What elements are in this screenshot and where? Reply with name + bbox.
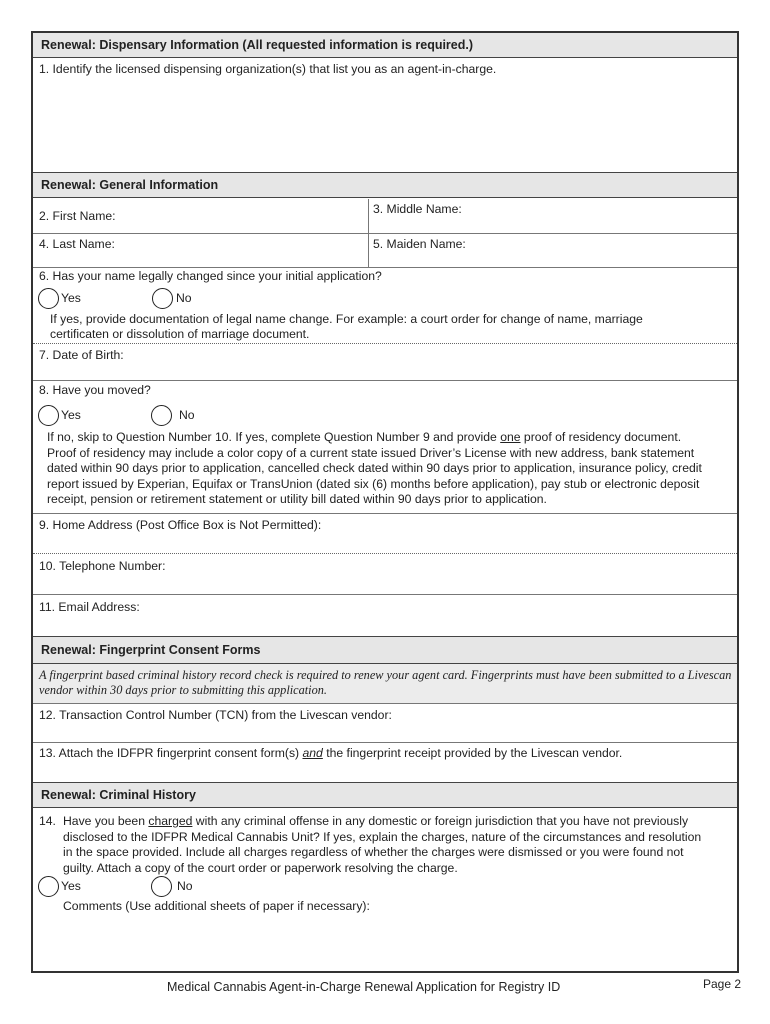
first-name-field[interactable]	[33, 199, 368, 233]
maiden-name-label: 5. Maiden Name:	[373, 237, 466, 251]
divider	[33, 267, 737, 268]
q8-note-line: receipt, pension or retirement statement or utility bill dated within 90 days prior to application.	[47, 492, 547, 506]
section-title: Renewal: Fingerprint Consent Forms	[41, 643, 261, 657]
email-field[interactable]	[33, 595, 737, 636]
fingerprint-note-line: A fingerprint based criminal history record check is required to renew your agent card. Fingerprints must have been submitted to a Livescan	[39, 668, 732, 682]
question-13-label: 13. Attach the IDFPR fingerprint consent form(s) and the fingerprint receipt provided by the Livescan vendor.	[39, 746, 623, 760]
question-6-label: 6. Has your name legally changed since your initial application?	[39, 269, 382, 283]
divider	[33, 380, 737, 381]
section-header-criminal	[33, 782, 737, 808]
q8-note-line: Proof of residency may include a color copy of a current state issued Driver’s License with new address, bank statement	[47, 446, 695, 460]
q14-yes-radio[interactable]	[38, 876, 59, 897]
middle-name-label: 3. Middle Name:	[373, 202, 462, 216]
section-title: Renewal: General Information	[41, 178, 219, 192]
q14-text-line: guilty. Attach a copy of the court order or paperwork resolving the charge.	[63, 861, 458, 875]
q8-note-line: report issued by Experian, Equifax or TransUnion (dated six (6) months before application), pay stub or electronic deposit	[47, 477, 700, 491]
application-form	[31, 31, 739, 973]
last-name-label: 4. Last Name:	[39, 237, 115, 251]
maiden-name-field[interactable]	[369, 234, 737, 267]
q14-text-line: disclosed to the IDFPR Medical Cannabis Unit? If yes, explain the charges, nature of the circumstances and resolution	[63, 830, 702, 844]
divider	[33, 742, 737, 743]
q14-no-label: No	[177, 879, 193, 893]
last-name-field[interactable]	[33, 234, 368, 267]
tcn-label: 12. Transaction Control Number (TCN) from the Livescan vendor:	[39, 708, 392, 722]
section-header-dispensary	[33, 33, 737, 58]
tcn-field[interactable]	[33, 704, 737, 742]
email-label: 11. Email Address:	[39, 600, 140, 614]
question-14-number: 14.	[39, 814, 56, 828]
q6-note-line: certificaten or dissolution of marriage document.	[50, 327, 310, 341]
telephone-field[interactable]	[33, 554, 737, 594]
question-1-label: 1. Identify the licensed dispensing organization(s) that list you as an agent-in-charge.	[39, 62, 497, 76]
question-8-label: 8. Have you moved?	[39, 383, 151, 397]
comments-label: Comments (Use additional sheets of paper if necessary):	[63, 899, 370, 913]
fingerprint-note-line: vendor within 30 days prior to submitting this application.	[39, 683, 327, 697]
q8-note-line: If no, skip to Question Number 10. If yes, complete Question Number 9 and provide one proof of residency document.	[47, 430, 682, 444]
q14-no-radio[interactable]	[151, 876, 172, 897]
section-header-general	[33, 172, 737, 198]
q6-no-label: No	[176, 291, 192, 305]
home-address-field[interactable]	[33, 514, 737, 553]
telephone-label: 10. Telephone Number:	[39, 559, 166, 573]
page-number: Page 2	[703, 977, 742, 991]
q14-text-line: Have you been charged with any criminal offense in any domestic or foreign jurisdiction that you have not previously	[63, 814, 689, 828]
q8-no-label: No	[179, 408, 195, 422]
date-of-birth-label: 7. Date of Birth:	[39, 348, 124, 362]
q6-note-line: If yes, provide documentation of legal name change. For example: a court order for change of name, marriage	[50, 312, 643, 326]
section-title: Renewal: Criminal History	[41, 788, 196, 802]
comments-field[interactable]	[33, 917, 737, 971]
q8-yes-radio[interactable]	[38, 405, 59, 426]
q14-yes-label: Yes	[61, 879, 81, 893]
first-name-label: 2. First Name:	[39, 209, 116, 223]
q6-yes-radio[interactable]	[38, 288, 59, 309]
fingerprint-note	[33, 664, 737, 703]
home-address-label: 9. Home Address (Post Office Box is Not Permitted):	[39, 518, 322, 532]
q14-text-line: in the space provided. Include all charges regardless of whether the charges were dismissed or you were found not	[63, 845, 684, 859]
q8-yes-label: Yes	[61, 408, 81, 422]
section-title: Renewal: Dispensary Information (All requested information is required.)	[41, 38, 474, 52]
section-header-fingerprint	[33, 636, 737, 664]
dispensing-organizations-field[interactable]	[33, 81, 737, 171]
date-of-birth-field[interactable]	[33, 344, 737, 380]
q8-note-line: dated within 90 days prior to application, cancelled check dated within 90 days prior to application, insurance policy, credit	[47, 461, 702, 475]
q6-yes-label: Yes	[61, 291, 81, 305]
q8-no-radio[interactable]	[151, 405, 172, 426]
footer-title: Medical Cannabis Agent-in-Charge Renewal Application for Registry ID	[167, 980, 561, 994]
q6-no-radio[interactable]	[152, 288, 173, 309]
middle-name-field[interactable]	[369, 199, 737, 233]
